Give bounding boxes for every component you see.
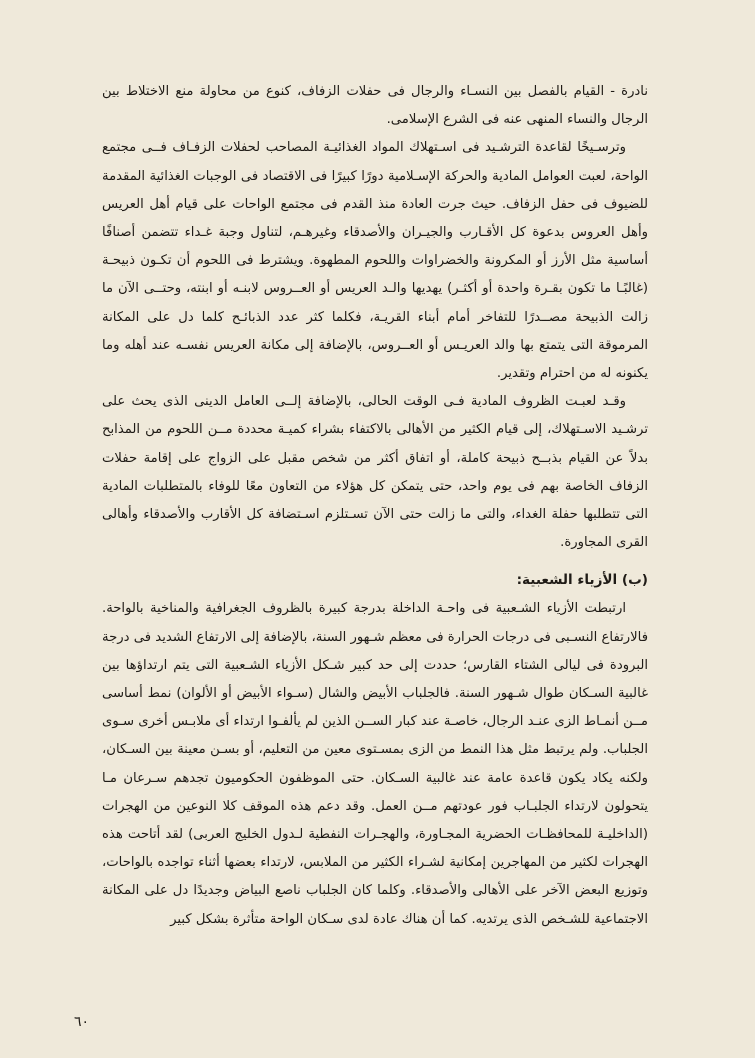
paragraph-1: نادرة - القيام بالفصل بين النسـاء والرجال فى حفلات الزفاف، كنوع من محاولة منع الاختلاط بين الرجال والنساء المنهى عنه فى الشرع الإسلامى. (102, 84, 648, 128)
section-heading: (ب) الأزياء الشعبية: (516, 572, 648, 589)
body-text (102, 78, 648, 934)
page-number: ٦٠ (74, 1014, 90, 1030)
paragraph-2: وترسـيخًا لقاعدة الترشـيد فى اسـتهلاك المواد الغذائيـة المصاحب لحفلات الزفـاف فــى مجتمع الواحة، لعبت العوامل المادية والحركة الإسـلامية دورًا كبيرًا فى الاقتصاد فى الوجبات الغذائية المقدمة للضيوف فى حفل الزفاف. حيث جرت العادة منذ القدم فى مجتمع الواحات على قيام أهل العريس وأهل العروس بدعوة كل الأقـارب والجيـران والأصدقاء وغيرهـم، لتناول وجبة غـداء تتضمن أصنافًا أساسية مثل الأرز أو المكرونة والخضراوات واللحوم المطهوة. ويشترط فى اللحوم أن تكـون ذبيحـة (غالبًـا ما تكون بقـرة واحدة أو أكثـر) يهديها والـد العريس أو العــروس لابنـه أو ابنته، وحتــى الآن ما زالت الذبيحة مصــدرًا للتفاخر أمام أبناء القريـة، فكلما كثر عدد الذبائـح كلما دل على المكانة المرموقة التى يتمتع بها والد العريـس أو العــروس، بالإضافة إلى مكانة العريس نفسـه عند أهله وما يكنونه له من احترام وتقدير. (102, 140, 648, 382)
paragraph-3: وقـد لعبـت الظروف المادية فـى الوقت الحالى، بالإضافة إلــى العامل الدينى الذى يحث على ترشـيد الاسـتهلاك، إلى قيام الكثير من الأهالى بالاكتفاء بشراء كميـة محددة مــن اللحوم من المذابح بدلاً عن القيام بذبــح ذبيحة كاملة، أو اتفاق أكثر من شخص مقبل على الزواج على إقامة حفلات الزفاف الخاصة بهم فى يوم واحد، حتى يتمكن كل هؤلاء من التعاون معًا للوفاء بالمتطلبات المادية التى تتطلبها حفلة الغداء، والتى ما زالت حتى الآن تسـتلزم اسـتضافة كل الأقارب والأصدقاء وأهالى القرى المجاورة. (102, 394, 648, 551)
paragraph-4: ارتبطت الأزياء الشـعبية فى واحـة الداخلة بدرجة كبيرة بالظروف الجغرافية والمناخية بالواحة. فالارتفاع النسـبى فى درجات الحرارة فى معظم شـهور السنة، بالإضافة إلى الارتفاع الشديد فى درجة البرودة فى ليالى الشتاء القارس؛ حددت إلى حد كبير شـكل الأزياء الشـعبية التى يتم ارتداؤها بين غالبية السـكان طوال شـهور السنة. فالجلباب الأبيض والشال (سـواء الأبيض أو الألوان) نمط أساسى مــن أنمـاط الزى عنـد الرجال، خاصـة عند كبار الســن الذين لم يألفـوا ارتداء أى ملابـس أخرى سـوى الجلباب. ولم يرتبط مثل هذا النمط من الزى بمسـتوى معين من التعليم، أو بسـن معينة بين السـكان، ولكنه يكاد يكون قاعدة عامة عند غالبية السـكان. حتى الموظفون الحكوميون تجدهم سـرعان مـا يتحولون لارتداء الجلبـاب فور عودتهم مــن العمل. وقد دعم هذه الموقف كلا النوعين من الهجرات (الداخليـة للمحافظـات الحضرية المجـاورة، والهجـرات النفطية لـدول الخليج العربى) لقد أتاحت هذه الهجرات لكثير من المهاجرين إمكانية لشـراء الكثير من الملابس، لارتداء بعضها أثناء تواجده بالواحات، وتوزيع البعض الآخر على الأهالى والأصدقاء. وكلما كان الجلباب ناصع البياض وجديدًا دل على المكانة الاجتماعية للشـخص الذى يرتديه. كما أن هناك عادة لدى سـكان الواحة متأثرة بشكل كبير (102, 601, 648, 927)
